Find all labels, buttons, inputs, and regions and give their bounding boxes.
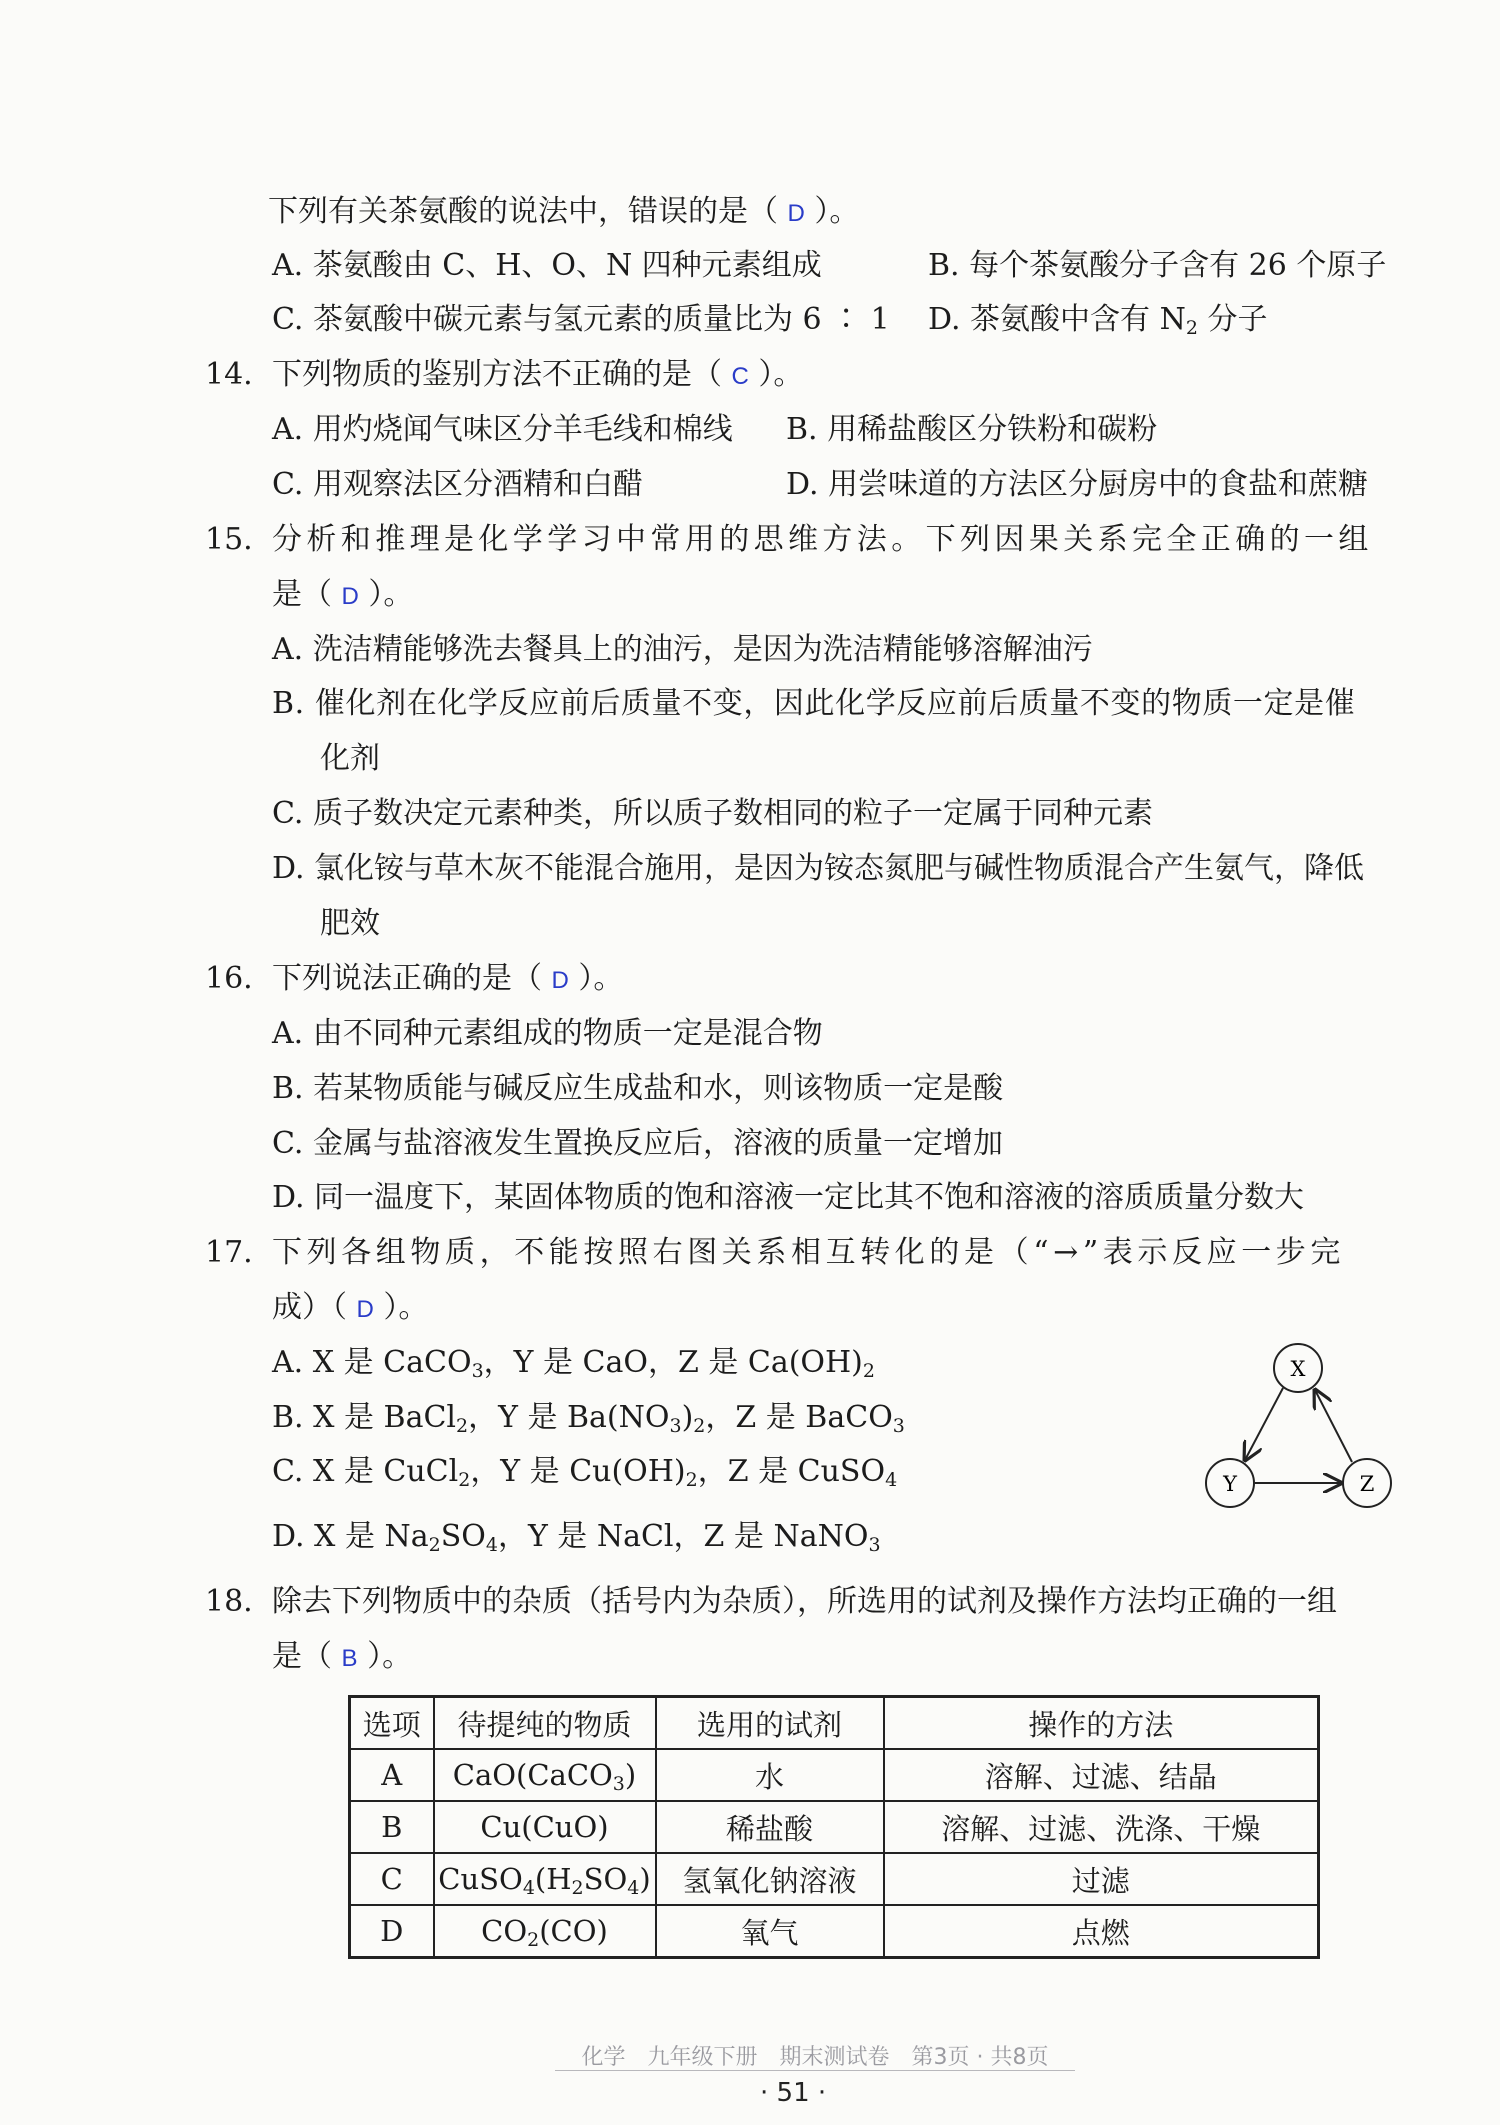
diagram-label-x: X: [1290, 1357, 1306, 1381]
diagram-label-y: Y: [1223, 1472, 1237, 1496]
q15-stem-line2: 是（ D ）。: [272, 577, 414, 612]
q14-stem: 下列物质的鉴别方法不正确的是（ C ）。: [272, 357, 804, 392]
q17-answer: D: [356, 1296, 374, 1323]
page-footer: 化学 九年级下册 期末测试卷 第3页 · 共8页: [555, 2040, 1075, 2071]
q15-option-c: C. 质子数决定元素种类，所以质子数相同的粒子一定属于同种元素: [272, 796, 1153, 831]
q16-number: 16.: [205, 961, 253, 996]
table-cell-substance: CaO(CaCO$_3$): [434, 1749, 656, 1801]
q18-answer: B: [341, 1645, 358, 1672]
q18-number: 18.: [205, 1584, 253, 1619]
q14-answer: C: [731, 363, 749, 390]
page-number: · 51 ·: [760, 2078, 827, 2108]
table-cell-reagent: 稀盐酸: [656, 1801, 884, 1853]
q17-option-a: A. X 是 CaCO$_3$，Y 是 CaO，Z 是 $Ca(OH)_2$: [272, 1345, 875, 1382]
q17-option-d: D. X 是 $Na_2SO_4$，Y 是 NaCl，Z 是 NaNO$_3$: [272, 1519, 881, 1556]
table-cell-option: A: [350, 1749, 434, 1801]
q18-options-table: [348, 1695, 1320, 1959]
table-cell-substance: Cu(CuO): [434, 1801, 656, 1853]
q13-option-a: A. 茶氨酸由 C、H、O、N 四种元素组成: [272, 248, 822, 283]
diagram-label-z: Z: [1359, 1472, 1375, 1496]
table-header: 操作的方法: [884, 1697, 1319, 1750]
table-row: [350, 1853, 1319, 1905]
table-row: [350, 1801, 1319, 1853]
q17-conversion-diagram: [1205, 1340, 1405, 1515]
table-cell-option: B: [350, 1801, 434, 1853]
q15-answer: D: [341, 583, 359, 610]
table-cell-method: 点燃: [884, 1905, 1319, 1958]
table-cell-method: 溶解、过滤、结晶: [884, 1749, 1319, 1801]
arrow-x-to-y: [1245, 1388, 1283, 1460]
q14-option-d: D. 用尝味道的方法区分厨房中的食盐和蔗糖: [786, 467, 1369, 502]
q15-stem-line1: 分析和推理是化学学习中常用的思维方法。下列因果关系完全正确的一组: [272, 522, 1373, 557]
q14-number: 14.: [205, 357, 253, 392]
q13-option-b: B. 每个茶氨酸分子含有 26 个原子: [928, 248, 1387, 283]
q18-stem-line1: 除去下列物质中的杂质（括号内为杂质），所选用的试剂及操作方法均正确的一组: [272, 1584, 1337, 1619]
arrow-z-to-x: [1315, 1390, 1352, 1462]
q16-option-b: B. 若某物质能与碱反应生成盐和水，则该物质一定是酸: [272, 1071, 1004, 1106]
q17-number: 17.: [205, 1235, 253, 1270]
table-row: [350, 1905, 1319, 1958]
table-cell-substance: $CO_2(CO)$: [434, 1905, 656, 1958]
q17-option-c: C. X 是 CuCl$_2$，Y 是 $Cu(OH)_2$，Z 是 CuSO$_4$: [272, 1454, 898, 1491]
table-header: 选用的试剂: [656, 1697, 884, 1750]
q16-stem: 下列说法正确的是（ D ）。: [272, 961, 624, 996]
q15-option-d-line1: D. 氯化铵与草木灰不能混合施用，是因为铵态氮肥与碱性物质混合产生氨气，降低: [272, 851, 1365, 886]
q13-answer: D: [787, 200, 805, 227]
table-header: 待提纯的物质: [434, 1697, 656, 1750]
q18-stem-line2: 是（ B ）。: [272, 1639, 413, 1674]
q16-answer: D: [551, 967, 569, 994]
table-cell-option: C: [350, 1853, 434, 1905]
table-cell-method: 过滤: [884, 1853, 1319, 1905]
table-cell-reagent: 氧气: [656, 1905, 884, 1958]
table-header-row: [350, 1697, 1319, 1750]
q17-stem-line2: 成）（ D ）。: [272, 1290, 429, 1325]
q14-option-a: A. 用灼烧闻气味区分羊毛线和棉线: [272, 412, 733, 447]
q14-option-c: C. 用观察法区分酒精和白醋: [272, 467, 643, 502]
table-cell-option: D: [350, 1905, 434, 1958]
table-header: 选项: [350, 1697, 434, 1750]
q17-stem-line1: 下列各组物质，不能按照右图关系相互转化的是（“→”表示反应一步完: [272, 1235, 1346, 1270]
q17-option-b: B. X 是 BaCl$_2$，Y 是 $Ba(NO_3)_2$，Z 是 BaCO$_3$: [272, 1400, 905, 1437]
q15-option-a: A. 洗洁精能够洗去餐具上的油污，是因为洗洁精能够溶解油污: [272, 632, 1093, 667]
q15-option-b-line1: B. 催化剂在化学反应前后质量不变，因此化学反应前后质量不变的物质一定是催: [272, 686, 1356, 721]
table-row: [350, 1749, 1319, 1801]
q14-option-b: B. 用稀盐酸区分铁粉和碳粉: [786, 412, 1158, 447]
q16-option-a: A. 由不同种元素组成的物质一定是混合物: [272, 1016, 823, 1051]
q13-stem: 下列有关茶氨酸的说法中，错误的是（ D ）。: [268, 194, 860, 229]
q15-option-b-line2: 化剂: [320, 741, 380, 776]
table-cell-substance: $CuSO_4(H_2SO_4)$: [434, 1853, 656, 1905]
q16-option-d: D. 同一温度下，某固体物质的饱和溶液一定比其不饱和溶液的溶质质量分数大: [272, 1180, 1305, 1215]
table-cell-reagent: 水: [656, 1749, 884, 1801]
q13-option-c: C. 茶氨酸中碳元素与氢元素的质量比为 6 ∶ 1: [272, 302, 890, 337]
table-cell-reagent: 氢氧化钠溶液: [656, 1853, 884, 1905]
q15-number: 15.: [205, 522, 253, 557]
q16-option-c: C. 金属与盐溶液发生置换反应后，溶液的质量一定增加: [272, 1126, 1003, 1161]
table-cell-method: 溶解、过滤、洗涤、干燥: [884, 1801, 1319, 1853]
q13-option-d: D. 茶氨酸中含有 $N_2$ 分子: [928, 302, 1268, 339]
q15-option-d-line2: 肥效: [320, 906, 380, 941]
